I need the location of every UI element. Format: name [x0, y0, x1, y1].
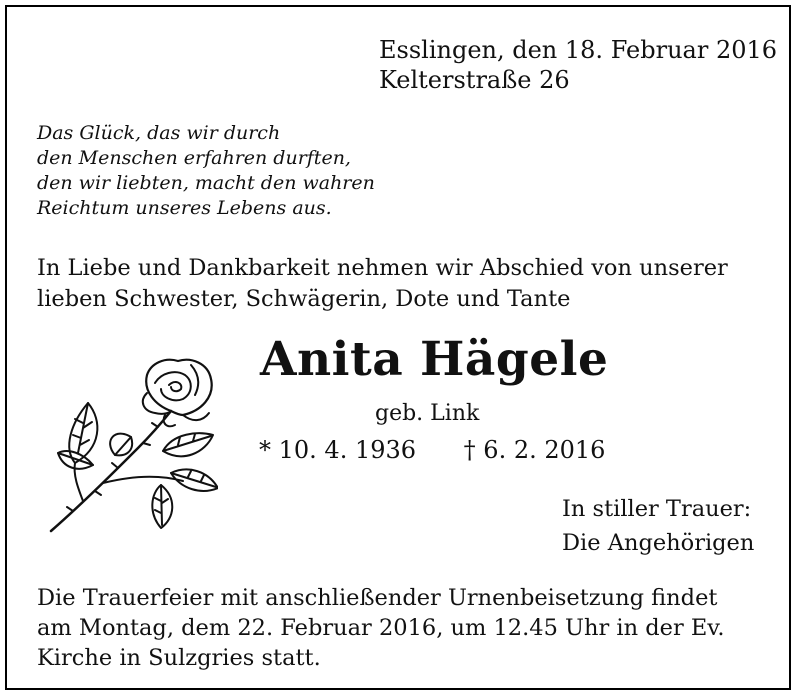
farewell-intro — [37, 253, 728, 315]
life-dates — [259, 435, 605, 465]
intro-line: In Liebe und Dankbarkeit nehmen wir Abschied von unserer — [37, 255, 728, 281]
address: Kelterstraße 26 — [379, 66, 570, 94]
death-date: † 6. 2. 2016 — [463, 436, 606, 464]
place-and-address — [379, 35, 777, 95]
mourners-line: Die Angehörigen — [562, 530, 755, 556]
quote-line: Das Glück, das wir durch — [37, 122, 281, 144]
quote-line: den wir liebten, macht den wahren — [37, 172, 375, 194]
intro-line: lieben Schwester, Schwägerin, Dote und Tante — [37, 286, 571, 312]
funeral-notice — [37, 583, 767, 673]
place-date: Esslingen, den 18. Februar 2016 — [379, 36, 778, 64]
memorial-quote — [37, 121, 375, 221]
quote-line: Reichtum unseres Lebens aus. — [37, 197, 332, 219]
birth-date: * 10. 4. 1936 — [259, 436, 417, 464]
quote-line: den Menschen erfahren durften, — [37, 147, 351, 169]
maiden-name: geb. Link — [375, 401, 480, 426]
mourners-signature — [562, 492, 754, 560]
notice-line: Kirche in Sulzgries statt. — [37, 645, 321, 671]
obituary-card — [5, 5, 791, 690]
deceased-name: Anita Hägele — [260, 332, 609, 387]
mourners-line: In stiller Trauer: — [562, 496, 752, 522]
notice-line: Die Trauerfeier mit anschließender Urnenbeisetzung findet — [37, 585, 718, 611]
notice-line: am Montag, dem 22. Februar 2016, um 12.45 Uhr in der Ev. — [37, 615, 725, 641]
rose-icon — [43, 353, 218, 533]
